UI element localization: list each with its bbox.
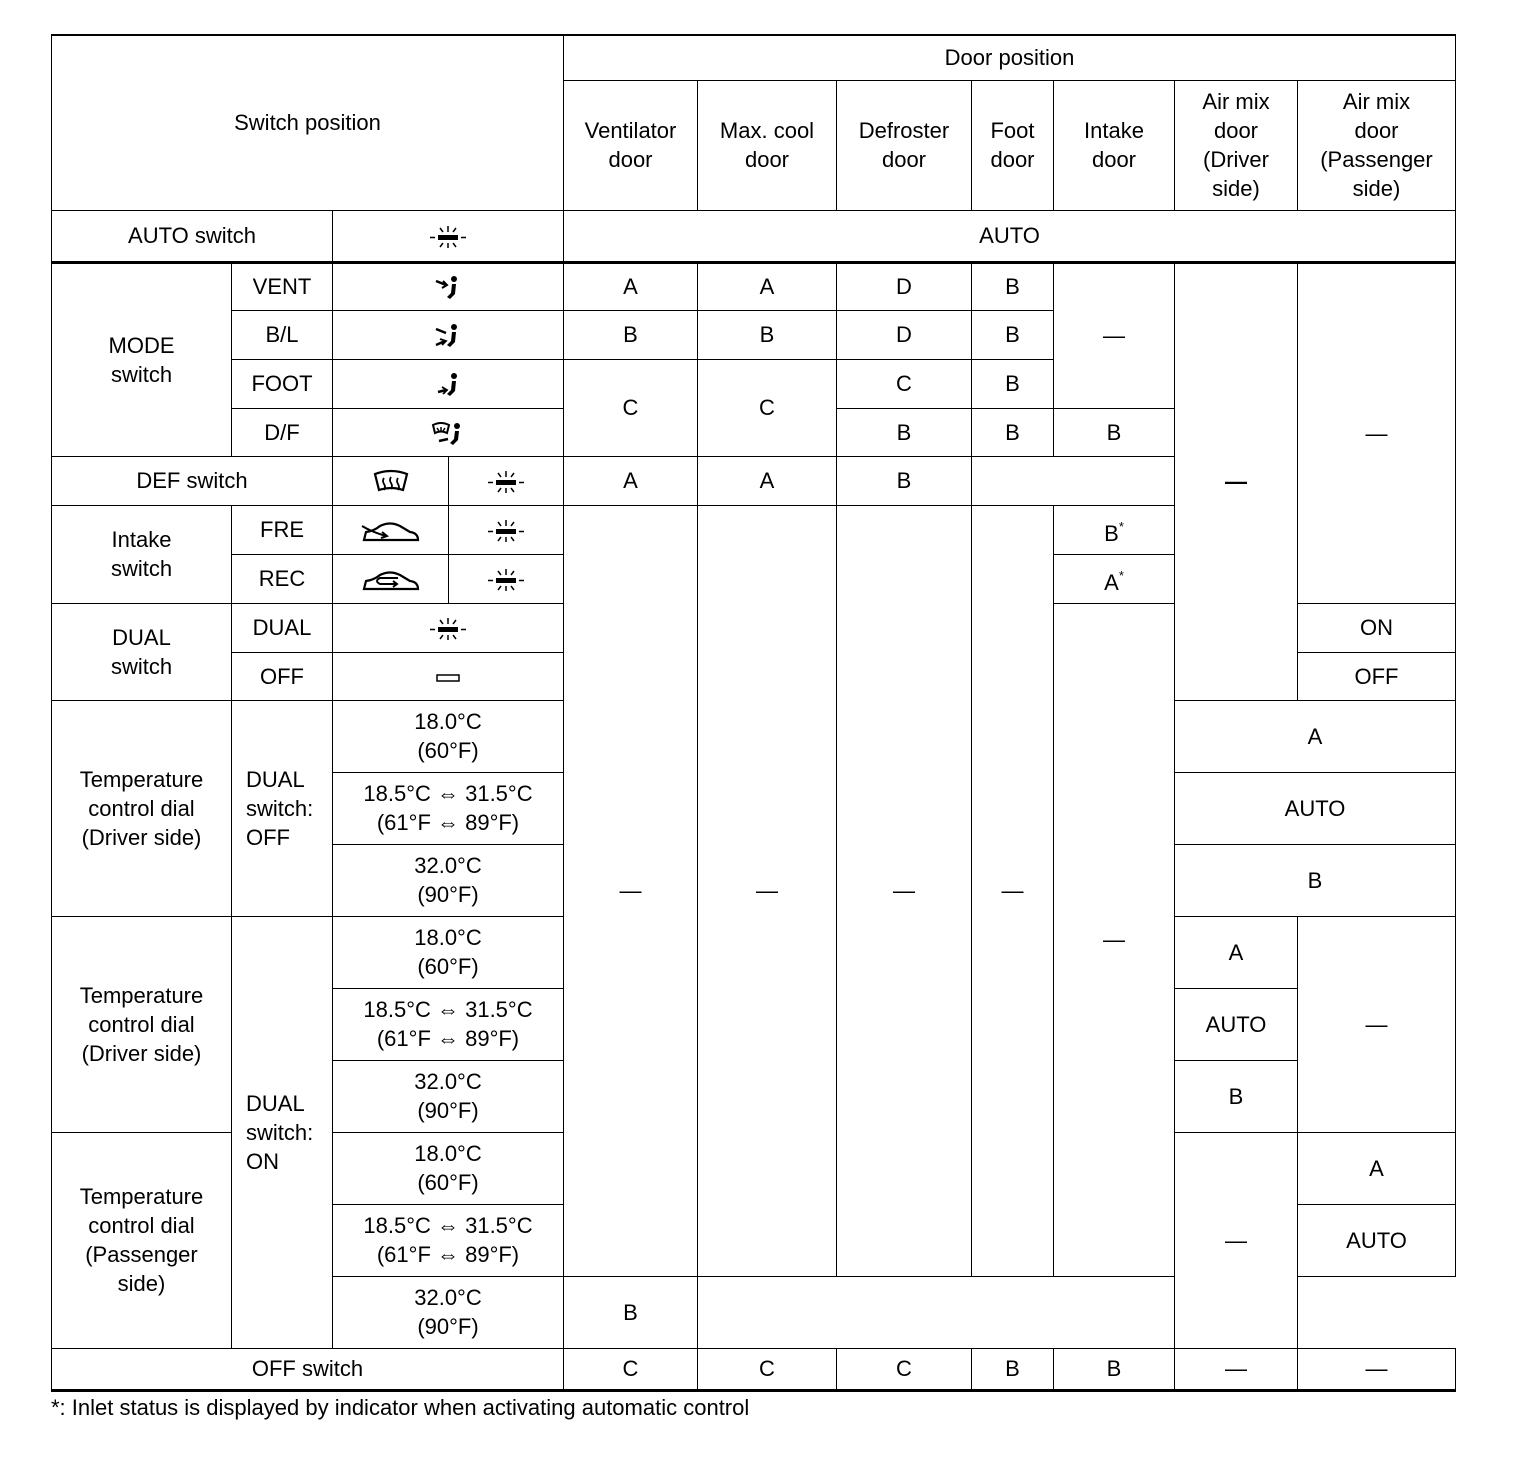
- def-switch-label: DEF switch: [52, 456, 333, 505]
- auto-indicator-cell: [333, 210, 564, 262]
- intake-fre-label: FRE: [232, 505, 333, 554]
- mode-vent-label: VENT: [232, 262, 333, 310]
- lower-ventilator-dash: —: [564, 505, 698, 1276]
- intake-fre-icon-cell: [333, 505, 449, 554]
- intake-switch-group: Intake switch: [52, 505, 232, 603]
- indicator-lamp-on-icon: [486, 568, 526, 592]
- column-header-foot-door: Foot door: [972, 80, 1054, 210]
- temp-driver-on-high: 32.0°C (90°F): [333, 1060, 564, 1132]
- column-header-intake-door: Intake door: [1054, 80, 1175, 210]
- temp-driver-off-low-value: A: [1175, 700, 1456, 772]
- def-foot-mode-icon: [431, 421, 465, 447]
- off-defroster: C: [837, 1348, 972, 1390]
- mode-bl-foot: B: [972, 310, 1054, 359]
- column-header-ventilator-door: Ventilator door: [564, 80, 698, 210]
- switch-position-header: Switch position: [52, 35, 564, 210]
- off-air-mix-passenger: —: [1298, 1348, 1456, 1390]
- intake-rec-indicator-cell: [449, 554, 564, 603]
- intake-fre-indicator-cell: [449, 505, 564, 554]
- mode-bl-maxcool: B: [698, 310, 837, 359]
- def-icon-cell: [333, 456, 449, 505]
- foot-mode-icon: [432, 372, 464, 398]
- temp-driver-off-low: 18.0°C (60°F): [333, 700, 564, 772]
- indicator-lamp-on-icon: [486, 519, 526, 543]
- temp-driver-off-high-value: B: [1175, 844, 1456, 916]
- temp-driver-on-high-value: B: [1175, 1060, 1298, 1132]
- recirculation-icon: [360, 567, 422, 593]
- lower-defroster-dash: —: [837, 505, 972, 1276]
- intake-rec-value: A*: [1054, 554, 1175, 603]
- dual-dual-indicator-cell: [333, 603, 564, 652]
- mode-df-label: D/F: [232, 408, 333, 456]
- intake-rec-label: REC: [232, 554, 333, 603]
- indicator-lamp-on-icon: [486, 470, 526, 494]
- temp-driver-on-mid-value: AUTO: [1175, 988, 1298, 1060]
- mode-bl-defroster: D: [837, 310, 972, 359]
- off-maxcool: C: [698, 1348, 837, 1390]
- temp-driver-off-high: 32.0°C (90°F): [333, 844, 564, 916]
- temp-passenger-on-mid-value: AUTO: [1298, 1204, 1456, 1276]
- mode-foot-defroster: C: [837, 359, 972, 408]
- def-foot: A: [698, 456, 837, 505]
- mode-df-intake: B: [1054, 408, 1175, 456]
- temp-driver-off-mid: 18.5°C ⇔ 31.5°C (61°F ⇔ 89°F): [333, 772, 564, 844]
- auto-door-value: AUTO: [564, 210, 1456, 262]
- off-switch-label: OFF switch: [52, 1348, 564, 1390]
- mode-vent-icon-cell: [333, 262, 564, 310]
- defroster-icon: [372, 469, 410, 495]
- def-defroster: A: [564, 456, 698, 505]
- dual-dual-label: DUAL: [232, 603, 333, 652]
- mode-vent-defroster: D: [837, 262, 972, 310]
- dual-off-indicator-cell: [333, 652, 564, 700]
- temp-driver-off-group: Temperature control dial (Driver side): [52, 700, 232, 916]
- door-position-header: Door position: [564, 35, 1456, 80]
- mode-footdf-maxcool: C: [698, 359, 837, 456]
- temp-driver-on-passenger-dash: —: [1298, 916, 1456, 1132]
- air-mix-driver-upper-dash: —: [1175, 262, 1298, 700]
- bilevel-mode-icon: [432, 323, 464, 349]
- mode-vent-foot: B: [972, 262, 1054, 310]
- fresh-air-icon: [360, 518, 422, 544]
- temp-passenger-on-high: 32.0°C (90°F): [333, 1276, 564, 1348]
- door-position-table: [51, 34, 1456, 1392]
- indicator-lamp-on-icon: [428, 617, 468, 641]
- indicator-lamp-off-icon: [428, 666, 468, 690]
- lower-foot-dash: —: [972, 505, 1054, 1276]
- auto-switch-label: AUTO switch: [52, 210, 333, 262]
- dual-switch-on-group: DUAL switch: ON: [232, 916, 333, 1348]
- mode-footdf-ventilator: C: [564, 359, 698, 456]
- temp-passenger-on-mid: 18.5°C ⇔ 31.5°C (61°F ⇔ 89°F): [333, 1204, 564, 1276]
- temp-driver-on-mid: 18.5°C ⇔ 31.5°C (61°F ⇔ 89°F): [333, 988, 564, 1060]
- mode-df-defroster: B: [837, 408, 972, 456]
- footnote: *: Inlet status is displayed by indicator when activating automatic control: [51, 1395, 750, 1420]
- mode-intake-dash: —: [1054, 262, 1175, 408]
- intake-rec-icon-cell: [333, 554, 449, 603]
- def-intake: B: [837, 456, 972, 505]
- air-mix-passenger-upper-dash: —: [1298, 262, 1456, 603]
- lower-intake-dash: —: [1054, 603, 1175, 1276]
- temp-passenger-on-group: Temperature control dial (Passenger side): [52, 1132, 232, 1348]
- temp-driver-on-low-value: A: [1175, 916, 1298, 988]
- mode-bl-label: B/L: [232, 310, 333, 359]
- column-header-air-mix-driver: Air mix door (Driver side): [1175, 80, 1298, 210]
- dual-switch-off-group: DUAL switch: OFF: [232, 700, 333, 916]
- mode-vent-maxcool: A: [698, 262, 837, 310]
- mode-bl-icon-cell: [333, 310, 564, 359]
- temp-driver-on-low: 18.0°C (60°F): [333, 916, 564, 988]
- mode-foot-icon-cell: [333, 359, 564, 408]
- mode-foot-foot: B: [972, 359, 1054, 408]
- off-air-mix-driver: —: [1175, 1348, 1298, 1390]
- mode-foot-label: FOOT: [232, 359, 333, 408]
- intake-fre-value: B*: [1054, 505, 1175, 554]
- dual-off-value: OFF: [1298, 652, 1456, 700]
- off-ventilator: C: [564, 1348, 698, 1390]
- temp-passenger-on-low-value: A: [1298, 1132, 1456, 1204]
- mode-vent-ventilator: A: [564, 262, 698, 310]
- def-indicator-cell: [449, 456, 564, 505]
- dual-switch-group: DUAL switch: [52, 603, 232, 700]
- indicator-lamp-on-icon: [428, 225, 468, 249]
- column-header-defroster-door: Defroster door: [837, 80, 972, 210]
- temp-passenger-on-low: 18.0°C (60°F): [333, 1132, 564, 1204]
- temp-driver-off-mid-value: AUTO: [1175, 772, 1456, 844]
- mode-switch-group: MODE switch: [52, 262, 232, 456]
- mode-bl-ventilator: B: [564, 310, 698, 359]
- mode-df-foot: B: [972, 408, 1054, 456]
- dual-dual-value: ON: [1298, 603, 1456, 652]
- temp-driver-on-group: Temperature control dial (Driver side): [52, 916, 232, 1132]
- column-header-air-mix-passenger: Air mix door (Passenger side): [1298, 80, 1456, 210]
- lower-maxcool-dash: —: [698, 505, 837, 1276]
- mode-df-icon-cell: [333, 408, 564, 456]
- off-foot: B: [972, 1348, 1054, 1390]
- vent-mode-icon: [432, 275, 464, 301]
- dual-off-label: OFF: [232, 652, 333, 700]
- temp-passenger-on-high-value: B: [564, 1276, 698, 1348]
- temp-passenger-on-driver-dash: —: [1175, 1132, 1298, 1348]
- off-intake: B: [1054, 1348, 1175, 1390]
- column-header-max-cool-door: Max. cool door: [698, 80, 837, 210]
